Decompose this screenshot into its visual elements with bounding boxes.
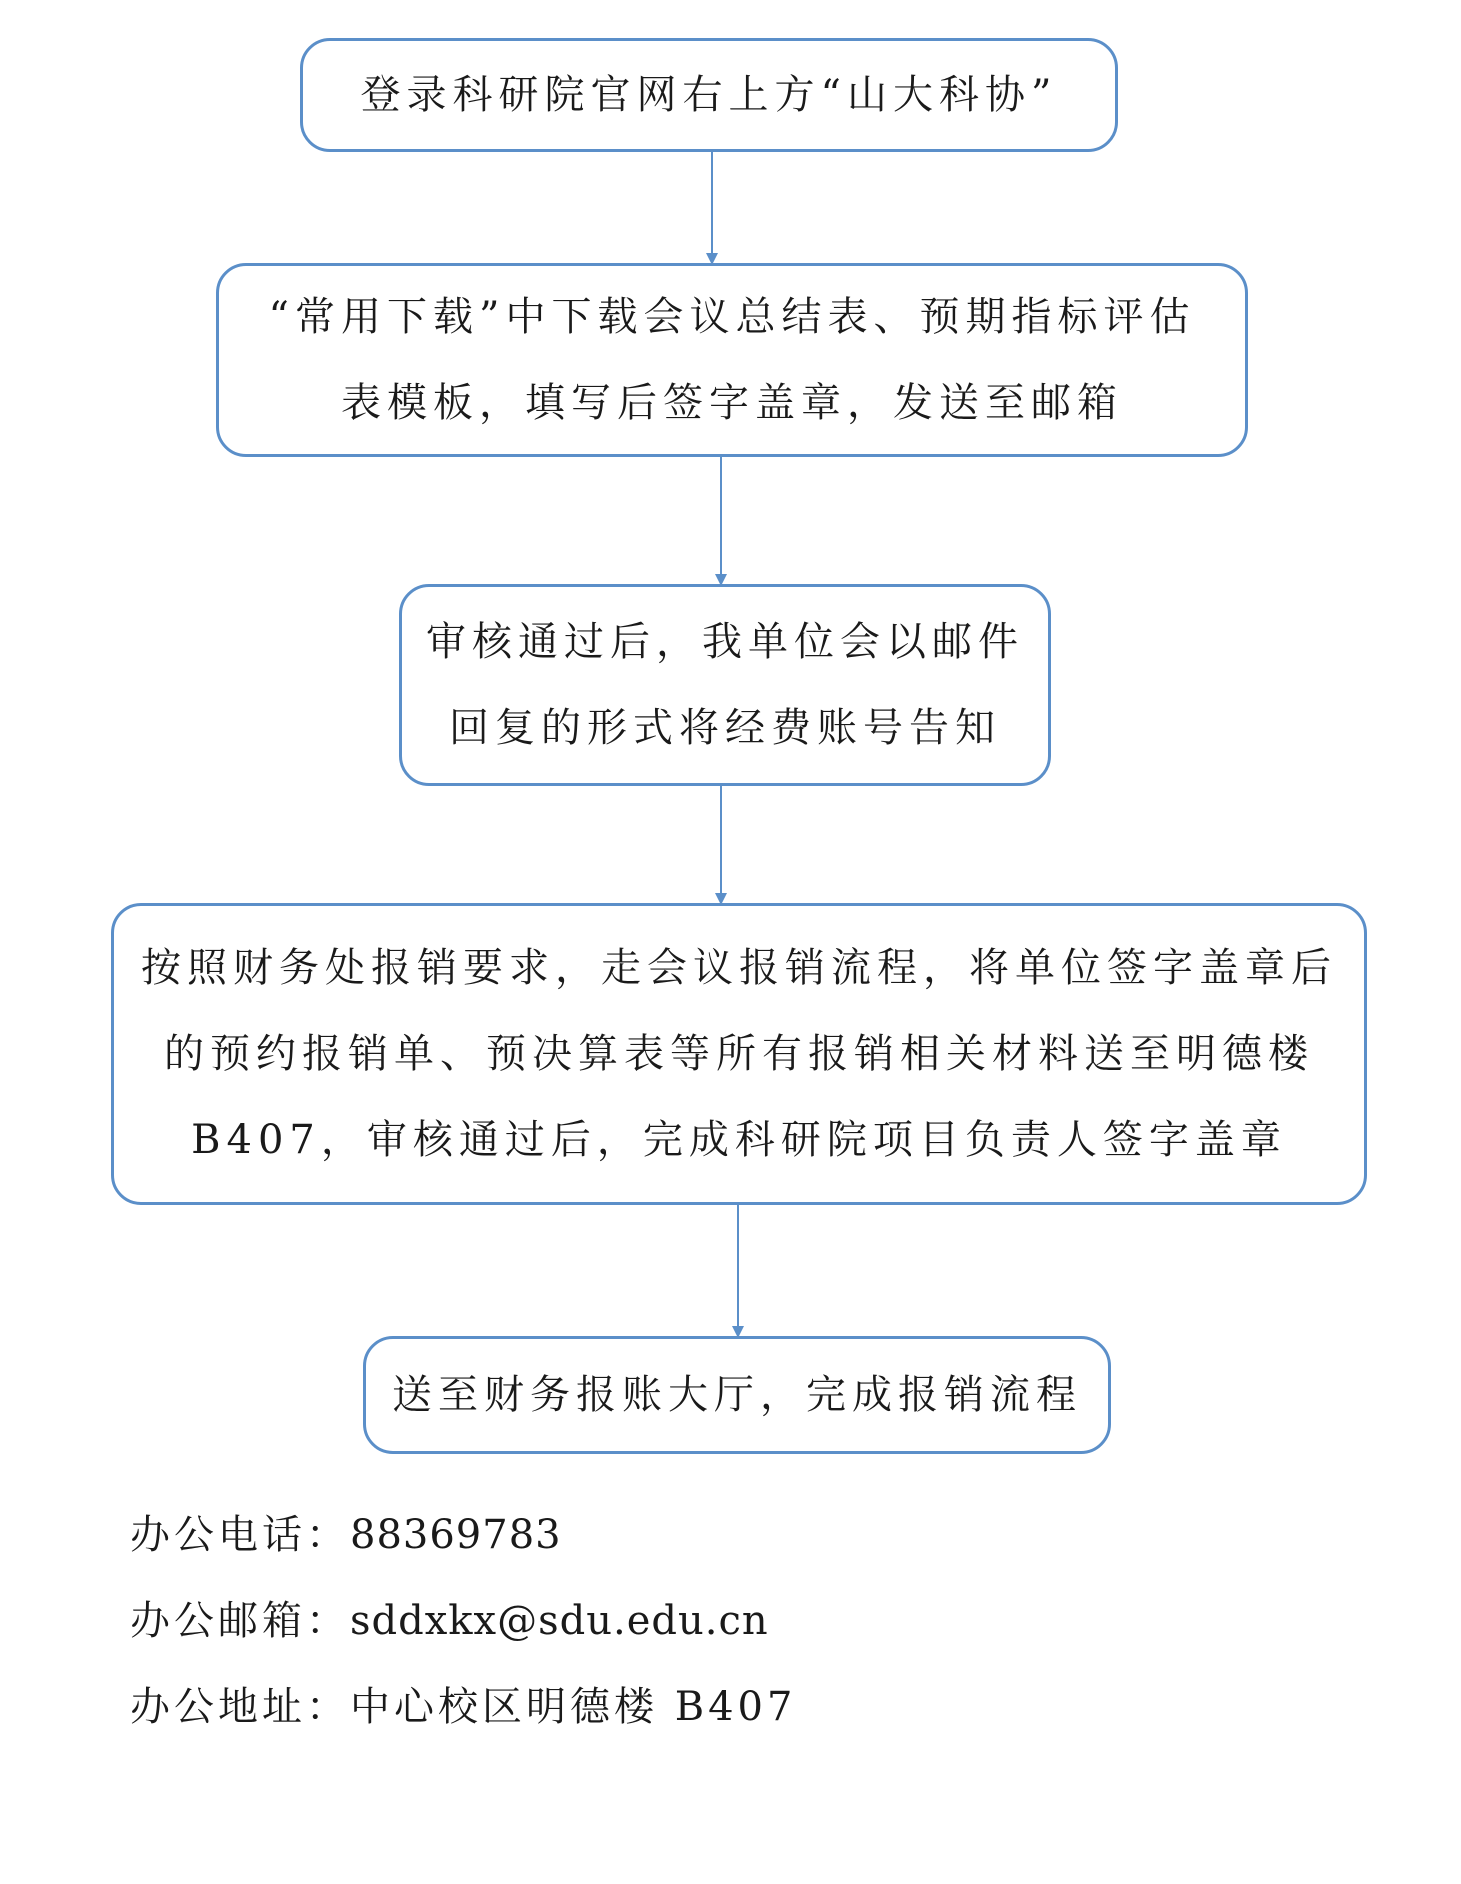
- flow-step-4-line-3: B407，审核通过后，完成科研院项目负责人签字盖章: [191, 1117, 1287, 1163]
- flow-step-1: [300, 38, 1118, 152]
- flow-step-2-line-1: “常用下载”中下载会议总结表、预期指标评估: [268, 294, 1196, 340]
- flow-step-4: [111, 903, 1367, 1205]
- contact-phone-value: 88369783: [350, 1512, 562, 1558]
- flow-step-4-line-1: 按照财务处报销要求，走会议报销流程，将单位签字盖章后: [141, 945, 1337, 991]
- contact-email: [130, 1589, 769, 1646]
- flow-step-3-line-1: 审核通过后，我单位会以邮件: [426, 619, 1024, 665]
- flow-step-3: [399, 584, 1051, 786]
- contact-email-value: sddxkx@sdu.edu.cn: [350, 1598, 769, 1644]
- flow-step-1-line-1: 登录科研院官网右上方“山大科协”: [360, 72, 1058, 118]
- contact-phone-label: 办公电话：: [130, 1512, 350, 1558]
- flow-step-5-line-1: 送至财务报账大厅，完成报销流程: [392, 1372, 1082, 1418]
- contact-address: [130, 1675, 796, 1732]
- contact-address-label: 办公地址：: [130, 1684, 350, 1730]
- contact-phone: [130, 1503, 562, 1560]
- flow-step-5: [363, 1336, 1111, 1454]
- flow-step-2: [216, 263, 1248, 457]
- flow-step-4-line-2: 的预约报销单、预决算表等所有报销相关材料送至明德楼: [164, 1031, 1314, 1077]
- contact-email-label: 办公邮箱：: [130, 1598, 350, 1644]
- contact-address-value: 中心校区明德楼 B407: [350, 1684, 797, 1730]
- flow-step-2-line-2: 表模板，填写后签字盖章，发送至邮箱: [341, 380, 1123, 426]
- flow-step-3-line-2: 回复的形式将经费账号告知: [449, 705, 1001, 751]
